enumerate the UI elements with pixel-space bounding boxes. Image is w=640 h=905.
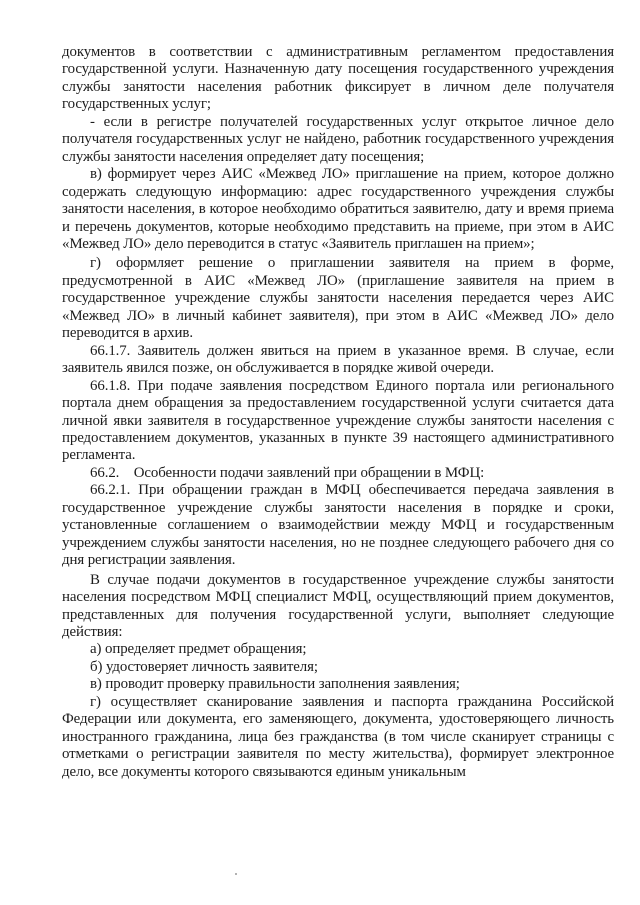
paragraph-item-v: в) формирует через АИС «Межвед ЛО» приглашение на прием, которое должно содержать следующую информацию: адрес государственного учреждения службы занятости населения, в которое необходимо обратиться заявителю, дату и время приема и перечень документов, которые необходимо представить на приеме, при этом в АИС «Межвед ЛО» дело переводится в статус «Заявитель приглашен на прием»; xyxy=(62,166,614,252)
paragraph-mfc-actions-intro: В случае подачи документов в государственное учреждение службы занятости населения посредством МФЦ специалист МФЦ, осуществляющий прием документов, представленных для получения государственной услуги, выполняет следующие действия: xyxy=(62,571,614,640)
paragraph-no-record: - если в регистре получателей государственных услуг открытое личное дело получателя государственных услуг не найдено, работник государственного учреждения службы занятости населения определяет дату посещения; xyxy=(62,113,614,165)
paragraph-continuation: документов в соответствии с административным регламентом предоставления государственной услуги. Назначенную дату посещения государственного учреждения службы занятости населения работник фиксирует в личном деле получателя государственных услуг; xyxy=(62,44,614,113)
paragraph-66-1-8: 66.1.8. При подаче заявления посредством Единого портала или регионального портала днем обращения за предоставлением государственной услуги считается дата личной явки заявителя в государственное учреждение службы занятости населения с предоставлением документов, указанных в пункте 39 настоящего административного регламента. xyxy=(62,377,614,464)
list-item-v: в) проводит проверку правильности заполнения заявления; xyxy=(90,676,460,693)
list-item-g: г) осуществляет сканирование заявления и паспорта гражданина Российской Федерации или документа, его заменяющего, документа, удостоверяющего личность иностранного гражданина, лица без гражданства (в том числе сканирует страницы с отметками о регистрации заявителя по месту жительства), формирует электронное дело, все документы которого связываются единым уникальным xyxy=(62,693,614,780)
paragraph-66-2-1: 66.2.1. При обращении граждан в МФЦ обеспечивается передача заявления в государственное учреждение службы занятости населения в порядке и сроки, установленные соглашением о взаимодействии между МФЦ и государственным учреждением службы занятости населения, но не позднее следующего рабочего дня со дня регистрации заявления. xyxy=(62,482,614,569)
paragraph-66-2-heading: 66.2. Особенности подачи заявлений при обращении в МФЦ: xyxy=(90,464,485,481)
paragraph-item-g: г) оформляет решение о приглашении заявителя на прием в форме, предусмотренной в АИС «Межвед ЛО» (приглашение заявителя на прием в государственное учреждение службы занятости населения передается через АИС «Межвед ЛО» в личный кабинет заявителя), при этом в АИС «Межвед ЛО» дело переводится в архив. xyxy=(62,255,614,342)
paragraph-66-1-7: 66.1.7. Заявитель должен явиться на прием в указанное время. В случае, если заявитель явился позже, он обслуживается в порядке живой очереди. xyxy=(62,342,614,377)
scan-speck xyxy=(235,873,237,875)
document-page xyxy=(62,44,614,781)
list-item-b: б) удостоверяет личность заявителя; xyxy=(90,658,318,675)
list-item-a: а) определяет предмет обращения; xyxy=(90,641,307,658)
